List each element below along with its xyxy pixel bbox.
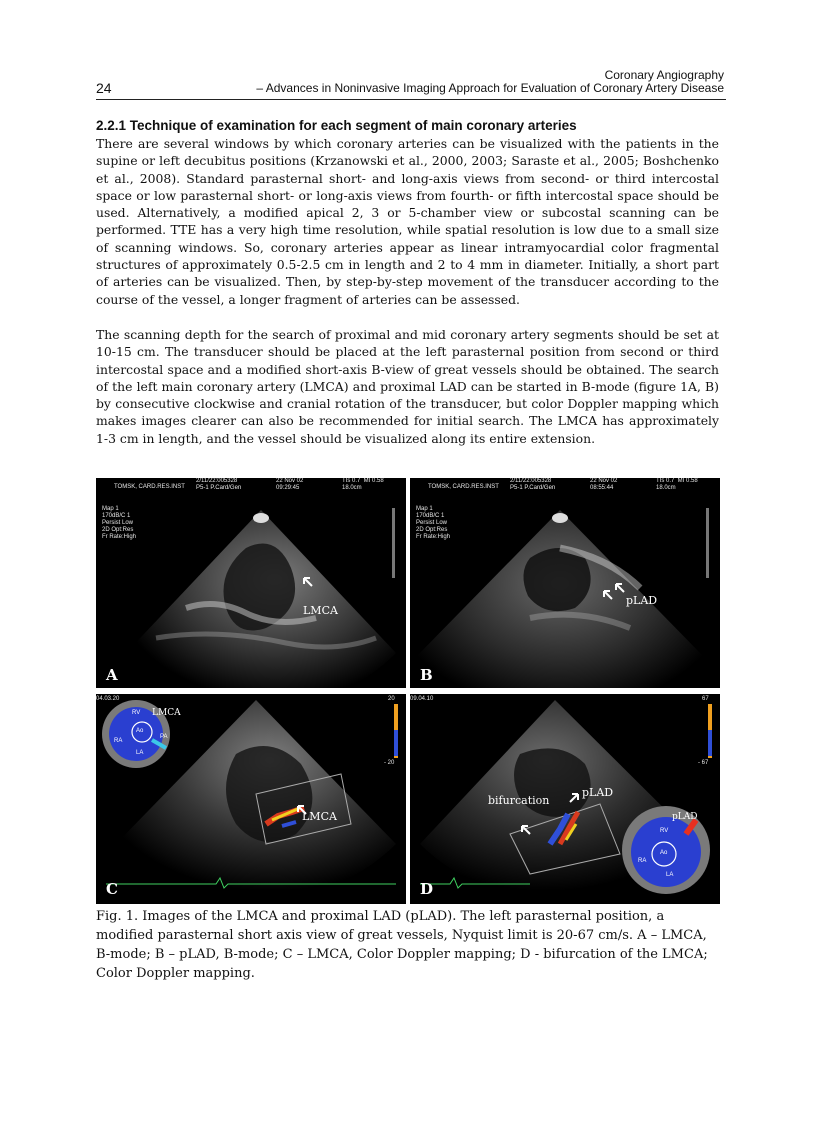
panel-d-echo-graphic — [410, 694, 720, 904]
panel-d-bifurcation-label: bifurcation — [488, 794, 550, 807]
panel-b-plad-label: pLAD — [626, 594, 658, 607]
panel-d-inset-rv: RV — [660, 828, 669, 834]
panel-c-inset-rv: RV — [132, 710, 141, 716]
panel-b-echo-graphic — [410, 478, 720, 688]
panel-d-inset-ra: RA — [638, 858, 647, 864]
section-heading: 2.2.1 Technique of examination for each segment of main coronary arteries — [96, 118, 577, 133]
panel-c-echo-graphic — [96, 694, 406, 904]
panel-a-settings: Map 1 170dB/C 1 Persist Low 2D Opt:Res Fr Rate:High — [102, 506, 137, 540]
panel-c-image — [96, 694, 406, 904]
panel-c-inset-lmca-label: LMCA — [152, 708, 181, 718]
panel-a-letter: A — [106, 666, 118, 684]
figure-caption: Fig. 1. Images of the LMCA and proximal LAD (pLAD). The left parasternal position, a modified parasternal short axis view of great vessels, Nyquist limit is 20-67 cm/s. A – LMCA, B-mode; B – pLAD, B-mode; C – LMCA, Color Doppler mapping; D - bifurcation of the LMCA; Color Doppler mapping. — [96, 909, 708, 981]
page-number: 24 — [96, 80, 112, 96]
panel-d-inset-plad-label: pLAD — [672, 812, 698, 822]
panel-d-inset-la: LA — [666, 872, 674, 878]
panel-b-header-left: TOMSK, CARD.RES.INST — [428, 484, 499, 490]
panel-a-header-mid: 2/11/22:005328 P5-1 P.Card/Gen — [196, 478, 242, 491]
panel-a-echo-graphic — [96, 478, 406, 688]
book-title: Coronary Angiography — [604, 68, 724, 82]
panel-c-scale-top: 20 — [388, 696, 395, 702]
panel-b-header-mid: 2/11/22:005328 P5-1 P.Card/Gen — [510, 478, 556, 491]
page-header — [96, 69, 726, 100]
panel-d-scale-bottom: - 67 — [698, 760, 709, 766]
running-head — [256, 69, 724, 95]
panel-a-header-left: TOMSK, CARD.RES.INST — [114, 484, 185, 490]
panel-d-inset-ao: Ao — [660, 850, 668, 856]
panel-d-scale-top: 67 — [702, 696, 709, 702]
panel-c-inset-la: LA — [136, 750, 144, 756]
panel-c-letter: C — [106, 880, 118, 898]
panel-a-header-right: 22 Nov 02 09:29:45 — [276, 478, 304, 491]
panel-c-scale-bottom: - 20 — [384, 760, 395, 766]
panel-d-letter: D — [420, 880, 434, 898]
body-paragraph-2: The scanning depth for the search of proximal and mid coronary artery segments should be set at 10-15 cm. The transducer should be placed at the left parasternal position from second or third intercostal space and a modified short-axis B-view of great vessels should be obtained. The search of the left main coronary artery (LMCA) and proximal LAD can be started in B-mode (figure 1A, B) by consecutive clockwise and cranial rotation of the transducer, but color Doppler mapping which makes images clearer can also be recommended for initial search. The LMCA has approximately 1-3 cm in length, and the vessel should be visualized along its entire extension. — [96, 327, 719, 446]
panel-c-header-left: 04.03.20 — [96, 696, 120, 702]
panel-a-header-far: TIs 0.7 MI 0.58 18.0cm — [342, 478, 384, 491]
chapter-title: – Advances in Noninvasive Imaging Approach for Evaluation of Coronary Artery Disease — [256, 81, 724, 95]
panel-b-header-right: 22 Nov 02 08:55:44 — [590, 478, 618, 491]
panel-d-header-left: 09.04.10 — [410, 696, 434, 702]
panel-b-header-far: TIs 0.7 MI 0.58 18.0cm — [656, 478, 698, 491]
body-paragraph-1: There are several windows by which coronary arteries can be visualized with the patients in the supine or left decubitus positions (Krzanowski et al., 2000, 2003; Saraste et al., 2005; Boshchenko et al., 2008). Standard parasternal short- and long-axis views from second- or third intercostal space or low parasternal short- or long-axis views from fourth- or fifth intercostal space should be used. Alternatively, a modified apical 2, 3 or 5-chamber view or subcostal scanning can be performed. TTE has a very high time resolution, while spatial resolution is low due to a small size of scanning windows. So, coronary arteries appear as linear intramyocardial color fragmental structures of approximately 0.5-2.5 cm in length and 2 to 4 mm in diameter. Initially, a short part of arteries can be visualized. Then, by step-by-step movement of the transducer according to the course of the vessel, a longer fragment of arteries can be assessed. — [96, 136, 719, 307]
panel-b-settings: Map 1 170dB/C 1 Persist Low 2D Opt:Res Fr Rate:High — [416, 506, 451, 540]
panel-a-image — [96, 478, 406, 688]
panel-d-plad-label: pLAD — [582, 786, 614, 799]
panel-d-image — [410, 694, 720, 904]
figure-1 — [96, 478, 722, 904]
panel-c-inset-ao: Ao — [136, 728, 144, 734]
panel-c-lmca-label: LMCA — [302, 810, 337, 823]
panel-b-letter: B — [420, 666, 433, 684]
panel-a-lmca-label: LMCA — [303, 604, 338, 617]
panel-c-inset-pa: PA — [160, 734, 168, 740]
panel-b-image — [410, 478, 720, 688]
panel-c-inset-ra: RA — [114, 738, 123, 744]
